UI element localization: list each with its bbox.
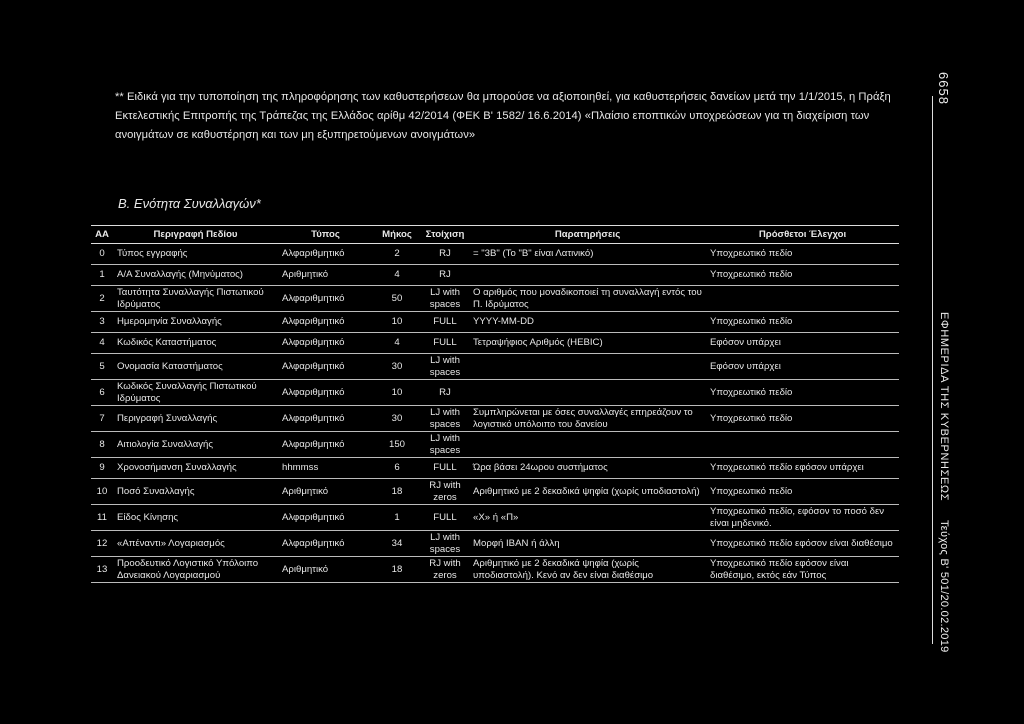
cell-aa: 4 <box>91 333 113 354</box>
cell-alignment: RJ <box>421 380 469 406</box>
cell-length: 10 <box>373 380 421 406</box>
cell-length: 30 <box>373 354 421 380</box>
cell-type: Αλφαριθμητικό <box>278 406 373 432</box>
cell-alignment: RJ <box>421 265 469 286</box>
cell-remarks: Αριθμητικό με 2 δεκαδικά ψηφία (χωρίς υποδιαστολή). Κενό αν δεν είναι διαθέσιμο <box>469 557 706 583</box>
cell-checks: Υποχρεωτικό πεδίο <box>706 265 899 286</box>
cell-aa: 13 <box>91 557 113 583</box>
cell-alignment: RJ with zeros <box>421 557 469 583</box>
col-header-description: Περιγραφή Πεδίου <box>113 226 278 244</box>
cell-description: Αιτιολογία Συναλλαγής <box>113 432 278 458</box>
cell-remarks: = "3Β" (Το "Β" είναι Λατινικό) <box>469 244 706 265</box>
issue-info: Τεύχος Β' 501/20.02.2019 <box>938 520 950 653</box>
cell-checks: Υποχρεωτικό πεδίο <box>706 380 899 406</box>
cell-alignment: FULL <box>421 312 469 333</box>
cell-length: 150 <box>373 432 421 458</box>
cell-checks: Υποχρεωτικό πεδίο <box>706 479 899 505</box>
cell-description: Κωδικός Καταστήματος <box>113 333 278 354</box>
table-row <box>91 333 899 354</box>
cell-type: Αλφαριθμητικό <box>278 354 373 380</box>
cell-remarks <box>469 380 706 406</box>
cell-type: Αλφαριθμητικό <box>278 286 373 312</box>
cell-length: 34 <box>373 531 421 557</box>
table-row <box>91 312 899 333</box>
cell-description: Ταυτότητα Συναλλαγής Πιστωτικού Ιδρύματος <box>113 286 278 312</box>
cell-description: Είδος Κίνησης <box>113 505 278 531</box>
cell-description: Α/Α Συναλλαγής (Μηνύματος) <box>113 265 278 286</box>
cell-type: Αλφαριθμητικό <box>278 244 373 265</box>
col-header-length: Μήκος <box>373 226 421 244</box>
cell-type: Αλφαριθμητικό <box>278 380 373 406</box>
cell-length: 10 <box>373 312 421 333</box>
cell-checks: Υποχρεωτικό πεδίο εφόσον είναι διαθέσιμο, εκτός εάν Τύπος <box>706 557 899 583</box>
cell-length: 4 <box>373 333 421 354</box>
cell-type: Αριθμητικό <box>278 265 373 286</box>
table-row <box>91 458 899 479</box>
table-row <box>91 244 899 265</box>
cell-aa: 6 <box>91 380 113 406</box>
cell-remarks: YYYY-MM-DD <box>469 312 706 333</box>
table-row <box>91 265 899 286</box>
cell-aa: 1 <box>91 265 113 286</box>
cell-remarks: «Χ» ή «Π» <box>469 505 706 531</box>
cell-description: Ποσό Συναλλαγής <box>113 479 278 505</box>
cell-description: Κωδικός Συναλλαγής Πιστωτικού Ιδρύματος <box>113 380 278 406</box>
table-header-row <box>91 226 899 244</box>
table-row <box>91 479 899 505</box>
cell-type: Αλφαριθμητικό <box>278 333 373 354</box>
col-header-aa: ΑΑ <box>91 226 113 244</box>
table-row <box>91 432 899 458</box>
cell-checks: Υποχρεωτικό πεδίο εφόσον είναι διαθέσιμο <box>706 531 899 557</box>
cell-description: Χρονοσήμανση Συναλλαγής <box>113 458 278 479</box>
cell-aa: 12 <box>91 531 113 557</box>
cell-remarks <box>469 432 706 458</box>
cell-alignment: FULL <box>421 333 469 354</box>
table-row <box>91 406 899 432</box>
cell-remarks: Ο αριθμός που μοναδικοποιεί τη συναλλαγή εντός του Π. Ιδρύματος <box>469 286 706 312</box>
table-row <box>91 380 899 406</box>
cell-type: Αλφαριθμητικό <box>278 312 373 333</box>
cell-remarks <box>469 265 706 286</box>
cell-type: Αλφαριθμητικό <box>278 531 373 557</box>
gazette-name: ΕΦΗΜΕΡΙΔΑ ΤΗΣ ΚΥΒΕΡΝΗΣΕΩΣ <box>938 312 950 502</box>
col-header-type: Τύπος <box>278 226 373 244</box>
cell-type: Αλφαριθμητικό <box>278 505 373 531</box>
margin-rule <box>932 96 933 644</box>
cell-remarks: Μορφή IBAN ή άλλη <box>469 531 706 557</box>
section-title: Β. Ενότητα Συναλλαγών* <box>118 196 261 211</box>
col-header-checks: Πρόσθετοι Έλεγχοι <box>706 226 899 244</box>
cell-description: Ημερομηνία Συναλλαγής <box>113 312 278 333</box>
cell-alignment: LJ with spaces <box>421 406 469 432</box>
cell-checks: Υποχρεωτικό πεδίο <box>706 244 899 265</box>
cell-checks: Υποχρεωτικό πεδίο <box>706 406 899 432</box>
table-row <box>91 505 899 531</box>
cell-length: 6 <box>373 458 421 479</box>
table-row <box>91 354 899 380</box>
cell-remarks: Συμπληρώνεται με όσες συναλλαγές επηρεάζουν το λογιστικό υπόλοιπο του δανείου <box>469 406 706 432</box>
table-row <box>91 557 899 583</box>
cell-aa: 2 <box>91 286 113 312</box>
cell-alignment: FULL <box>421 458 469 479</box>
cell-aa: 8 <box>91 432 113 458</box>
cell-aa: 10 <box>91 479 113 505</box>
cell-length: 30 <box>373 406 421 432</box>
cell-aa: 7 <box>91 406 113 432</box>
cell-description: Τύπος εγγραφής <box>113 244 278 265</box>
cell-aa: 9 <box>91 458 113 479</box>
page-number: 6658 <box>936 72 951 105</box>
cell-checks: Υποχρεωτικό πεδίο <box>706 312 899 333</box>
cell-alignment: RJ with zeros <box>421 479 469 505</box>
cell-checks <box>706 286 899 312</box>
fields-table <box>91 225 899 583</box>
cell-checks: Υποχρεωτικό πεδίο, εφόσον το ποσό δεν είναι μηδενικό. <box>706 505 899 531</box>
cell-alignment: LJ with spaces <box>421 531 469 557</box>
footnote-text: ** Ειδικά για την τυποποίηση της πληροφόρησης των καθυστερήσεων θα μπορούσε να αξιοποιηθεί, για καθυστερήσεις δανείων μετά την 1/1/2015, η Πράξη Εκτελεστικής Επιτροπής της Τράπεζας της Ελλάδος αρίθμ 42/2014 (ΦΕΚ Β' 1582/ 16.6.2014) «Πλαίσιο εποπτικών υποχρεώσεων για τη διαχείριση των ανοιγμάτων σε καθυστέρηση και των μη εξυπηρετούμενων ανοιγμάτων» <box>115 91 891 141</box>
cell-description: Ονομασία Καταστήματος <box>113 354 278 380</box>
cell-alignment: LJ with spaces <box>421 286 469 312</box>
cell-length: 18 <box>373 479 421 505</box>
cell-type: Αριθμητικό <box>278 557 373 583</box>
col-header-remarks: Παρατηρήσεις <box>469 226 706 244</box>
cell-alignment: FULL <box>421 505 469 531</box>
cell-remarks <box>469 354 706 380</box>
cell-length: 4 <box>373 265 421 286</box>
cell-length: 18 <box>373 557 421 583</box>
cell-remarks: Τετραψήφιος Αριθμός (HEBIC) <box>469 333 706 354</box>
col-header-alignment: Στοίχιση <box>421 226 469 244</box>
cell-type: Αλφαριθμητικό <box>278 432 373 458</box>
cell-alignment: RJ <box>421 244 469 265</box>
table-row <box>91 531 899 557</box>
cell-checks: Εφόσον υπάρχει <box>706 333 899 354</box>
table-row <box>91 286 899 312</box>
cell-aa: 3 <box>91 312 113 333</box>
cell-remarks: Αριθμητικό με 2 δεκαδικά ψηφία (χωρίς υποδιαστολή) <box>469 479 706 505</box>
cell-alignment: LJ with spaces <box>421 354 469 380</box>
cell-type: hhmmss <box>278 458 373 479</box>
cell-length: 50 <box>373 286 421 312</box>
cell-alignment: LJ with spaces <box>421 432 469 458</box>
cell-aa: 0 <box>91 244 113 265</box>
cell-description: «Απέναντι» Λογαριασμός <box>113 531 278 557</box>
cell-type: Αριθμητικό <box>278 479 373 505</box>
cell-remarks: Ώρα βάσει 24ωρου συστήματος <box>469 458 706 479</box>
cell-description: Περιγραφή Συναλλαγής <box>113 406 278 432</box>
cell-length: 2 <box>373 244 421 265</box>
cell-description: Προοδευτικό Λογιστικό Υπόλοιπο Δανειακού Λογαριασμού <box>113 557 278 583</box>
cell-checks: Υποχρεωτικό πεδίο εφόσον υπάρχει <box>706 458 899 479</box>
cell-aa: 5 <box>91 354 113 380</box>
cell-aa: 11 <box>91 505 113 531</box>
cell-checks <box>706 432 899 458</box>
cell-length: 1 <box>373 505 421 531</box>
cell-checks: Εφόσον υπάρχει <box>706 354 899 380</box>
